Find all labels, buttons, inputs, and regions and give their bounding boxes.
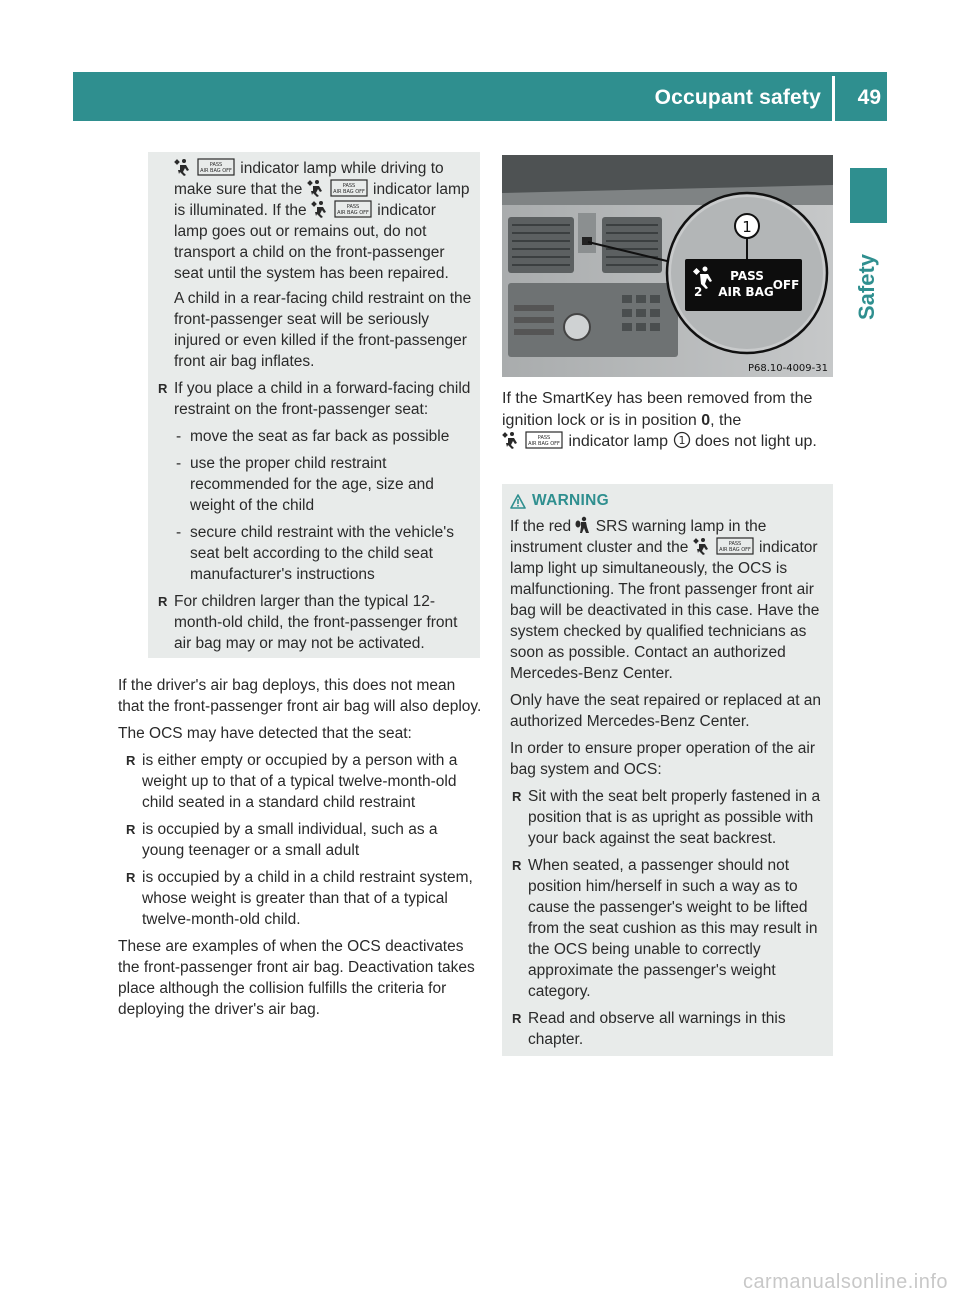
dash-list [174,426,472,585]
text-span: indicator lamp goes out or remains out, do not transport a child on the front-passenger seat until the system has been repaired. [174,202,449,282]
text-span: SRS warning lamp in the instrument cluster and the [510,518,767,556]
text-span: If the red [510,518,576,535]
bullet-list [126,750,484,930]
svg-text:PASS: PASS [537,435,551,441]
side-tab [852,232,882,342]
svg-text:AIR BAG OFF: AIR BAG OFF [200,168,232,174]
text-span: indicator lamp while driving to make sure that the [174,160,444,198]
paragraph: If the driver's air bag deploys, this does not mean that the front-passenger front air bag will also deploy. [118,677,482,715]
callout-inline-number: 1 [678,434,685,447]
lamp-off-label: OFF [772,278,800,292]
svg-text:PASS: PASS [728,541,741,547]
figure-code: P68.10-4009-31 [747,363,828,374]
text-span: does not light up. [690,433,817,450]
lamp-airbag-label: AIR BAG [718,285,774,299]
srs-airbag-icon [575,516,591,534]
left-column-text [118,675,484,1026]
page-title: Occupant safety [654,86,821,109]
paragraph [502,388,832,453]
svg-text:PASS: PASS [346,204,360,210]
list-item: R For children larger than the typical 12-month-old child, the front-passenger front air bag may or may not be activated. [158,591,472,654]
list-item: R Read and observe all warnings in this chapter. [512,1008,827,1050]
header-divider [832,76,835,121]
text-span: If the SmartKey has been removed from the ignition lock or is in position [502,390,813,429]
position-value: 0 [701,411,711,429]
svg-text:AIR BAG OFF: AIR BAG OFF [332,189,365,195]
list-item: - move the seat as far back as possible [174,426,472,447]
text-span: indicator lamp is illuminated. If the [174,181,470,219]
list-item: R Sit with the seat belt properly fastened in a position that is as upright as possible with your back against the seat backrest. [512,786,827,849]
text-span: indicator lamp light up simultaneously, the OCS is malfunctioning. The front passenger front air bag will be deactivated in this case. Have the system checked by qualified technicians as soon as possible. Contact an authorized Mercedes-Benz Center. [510,539,820,682]
paragraph [510,516,827,684]
dashboard-photo [502,155,833,377]
list-item: - use the proper child restraint recommended for the age, size and weight of the child [174,453,472,516]
occupant-sensor-icon [307,179,369,197]
occupant-sensor-icon [502,431,564,449]
header-bar [73,72,887,121]
paragraph: Only have the seat repaired or replaced at an authorized Mercedes-Benz Center. [510,692,822,730]
warning-header [510,492,827,510]
paragraph [174,158,472,284]
paragraph: In order to ensure proper operation of the air bag system and OCS: [510,740,816,778]
list-item: R is occupied by a small individual, such as a young teenager or a small adult [126,819,484,861]
side-tab-block [850,168,887,223]
watermark: carmanualsonline.info [742,1271,948,1293]
svg-text:AIR BAG OFF: AIR BAG OFF [718,547,751,553]
caution-continued-box [148,152,480,658]
paragraph: A child in a rear-facing child restraint on the front-passenger seat will be seriously injured or even killed if the front-passenger front air bag inflates. [174,290,472,370]
bullet-list [510,786,827,1050]
paragraph: The OCS may have detected that the seat: [118,725,412,742]
text-span: indicator lamp [564,433,673,450]
list-item: - secure child restraint with the vehicle's seat belt according to the child seat manufacturer's instructions [174,522,472,585]
svg-text:AIR BAG OFF: AIR BAG OFF [337,210,369,216]
occupant-sensor-icon [693,537,755,555]
occupant-sensor-icon [311,200,373,218]
warning-triangle-icon [510,494,526,509]
lamp-pass-label: PASS [730,269,764,283]
list-item [158,378,472,585]
text-span: , the [710,411,742,429]
svg-text:PASS: PASS [342,183,355,189]
list-item: R is either empty or occupied by a person with a weight up to that of a typical twelve-month-old child seated in a standard child restraint [126,750,484,813]
svg-text:PASS: PASS [209,162,223,168]
right-column-text [502,388,832,453]
callout-number-icon [673,431,691,449]
list-item: R When seated, a passenger should not position him/herself in such a way as to cause the passenger's weight to be lifted from the seat cushion as this may result in the OCS being unable to correctly approximate the passenger's weight category. [512,855,827,1002]
occupant-sensor-icon [174,158,236,176]
lamp-seat-number: 2 [694,285,703,299]
warning-box [502,484,833,1056]
callout-number: 1 [742,218,752,236]
warning-label: WARNING [532,492,610,509]
side-tab-label: Safety [854,253,879,321]
list-item-text: If you place a child in a forward-facing child restraint on the front-passenger seat: [174,380,471,418]
bullet-list [174,378,472,654]
list-item: R is occupied by a child in a child restraint system, whose weight is greater than that of a typical twelve-month-old child. [126,867,484,930]
paragraph: These are examples of when the OCS deactivates the front-passenger front air bag. Deactivation takes place although the collision fulfills the criteria for deploying the driver's air bag. [118,938,475,1018]
svg-text:AIR BAG OFF: AIR BAG OFF [528,441,560,447]
page-number: 49 [857,86,881,109]
